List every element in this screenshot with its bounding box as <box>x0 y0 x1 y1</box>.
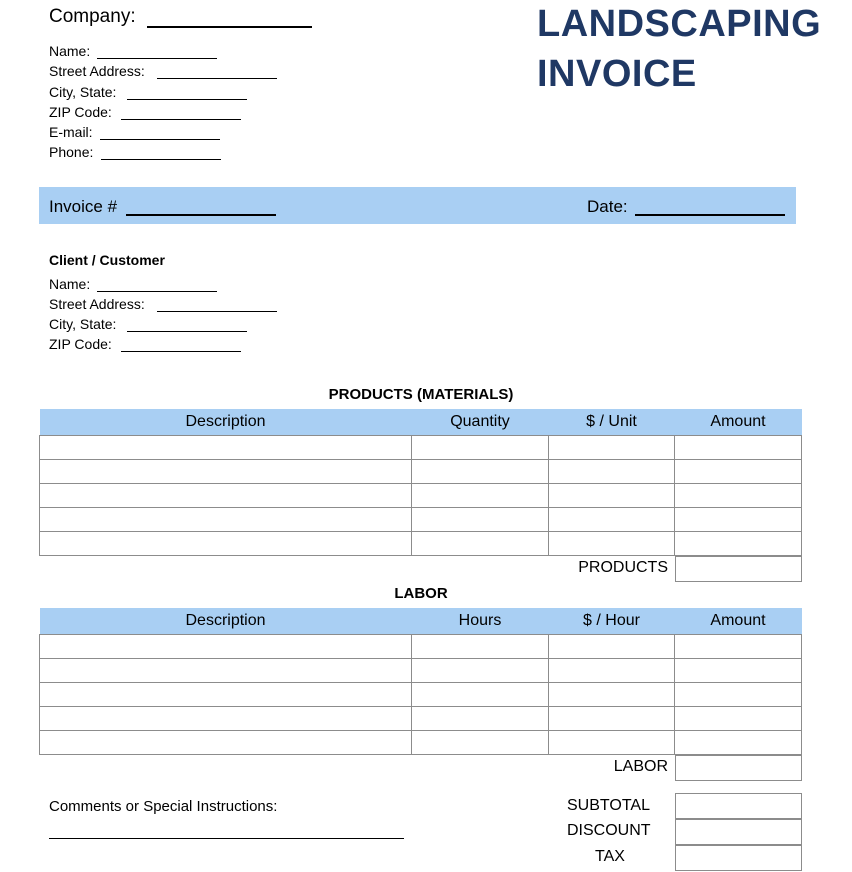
table-row <box>40 731 802 755</box>
labor-section-title: LABOR <box>394 585 448 602</box>
labor-total-label: LABOR <box>613 758 668 775</box>
table-row <box>40 508 802 532</box>
products-section-title: PRODUCTS (MATERIALS) <box>328 386 514 403</box>
products-header-quantity: Quantity <box>412 409 549 436</box>
labor-header-hours: Hours <box>412 608 549 635</box>
labor-hours-cell[interactable] <box>412 683 549 707</box>
company-input-line[interactable] <box>147 26 312 28</box>
table-row <box>40 460 802 484</box>
labor-description-cell[interactable] <box>40 731 412 755</box>
client-name-label: Name: <box>49 276 91 292</box>
table-row <box>40 659 802 683</box>
product-unit-price-cell[interactable] <box>549 532 675 556</box>
company-city-field[interactable] <box>127 99 247 100</box>
labor-total-field[interactable] <box>675 755 802 781</box>
product-description-cell[interactable] <box>40 508 412 532</box>
products-header-description: Description <box>40 409 412 436</box>
invoice-number-field[interactable] <box>126 214 276 216</box>
invoice-number-label: Invoice # <box>49 197 118 216</box>
product-description-cell[interactable] <box>40 460 412 484</box>
client-zip-label: ZIP Code: <box>49 336 112 352</box>
product-description-cell[interactable] <box>40 484 412 508</box>
products-total-field[interactable] <box>675 556 802 582</box>
labor-description-cell[interactable] <box>40 635 412 659</box>
labor-hours-cell[interactable] <box>412 659 549 683</box>
tax-field[interactable] <box>675 845 802 871</box>
company-phone-label: Phone: <box>49 144 94 160</box>
product-description-cell[interactable] <box>40 436 412 460</box>
comments-label: Comments or Special Instructions: <box>49 798 278 815</box>
labor-rate-cell[interactable] <box>549 659 675 683</box>
company-name-field[interactable] <box>97 58 217 59</box>
comments-field[interactable] <box>49 838 404 839</box>
product-amount-cell[interactable] <box>675 436 802 460</box>
client-name-field[interactable] <box>97 291 217 292</box>
labor-amount-cell[interactable] <box>675 731 802 755</box>
labor-description-cell[interactable] <box>40 659 412 683</box>
product-unit-price-cell[interactable] <box>549 508 675 532</box>
product-description-cell[interactable] <box>40 532 412 556</box>
product-unit-price-cell[interactable] <box>549 460 675 484</box>
table-row <box>40 635 802 659</box>
labor-hours-cell[interactable] <box>412 707 549 731</box>
discount-field[interactable] <box>675 819 802 845</box>
tax-label: TAX <box>595 848 625 865</box>
date-field[interactable] <box>635 214 785 216</box>
products-total-label: PRODUCTS <box>578 559 668 576</box>
products-header-row <box>40 409 802 436</box>
product-quantity-cell[interactable] <box>412 436 549 460</box>
client-heading: Client / Customer <box>49 252 165 268</box>
labor-amount-cell[interactable] <box>675 659 802 683</box>
client-city-label: City, State: <box>49 316 117 332</box>
product-amount-cell[interactable] <box>675 508 802 532</box>
invoice-title-line1: LANDSCAPING <box>537 3 822 45</box>
labor-description-cell[interactable] <box>40 683 412 707</box>
products-table <box>39 409 802 556</box>
company-zip-field[interactable] <box>121 119 241 120</box>
company-email-field[interactable] <box>100 139 220 140</box>
labor-rate-cell[interactable] <box>549 707 675 731</box>
company-street-field[interactable] <box>157 78 277 79</box>
company-street-label: Street Address: <box>49 63 145 79</box>
product-amount-cell[interactable] <box>675 460 802 484</box>
product-unit-price-cell[interactable] <box>549 436 675 460</box>
product-quantity-cell[interactable] <box>412 508 549 532</box>
client-zip-field[interactable] <box>121 351 241 352</box>
company-phone-field[interactable] <box>101 159 221 160</box>
labor-header-hourly-rate: $ / Hour <box>549 608 675 635</box>
table-row <box>40 436 802 460</box>
product-quantity-cell[interactable] <box>412 532 549 556</box>
client-city-field[interactable] <box>127 331 247 332</box>
product-unit-price-cell[interactable] <box>549 484 675 508</box>
labor-header-description: Description <box>40 608 412 635</box>
discount-label: DISCOUNT <box>567 822 651 839</box>
table-row <box>40 484 802 508</box>
table-row <box>40 707 802 731</box>
labor-rate-cell[interactable] <box>549 683 675 707</box>
labor-header-amount: Amount <box>675 608 802 635</box>
subtotal-field[interactable] <box>675 793 802 819</box>
company-email-label: E-mail: <box>49 124 93 140</box>
company-zip-label: ZIP Code: <box>49 104 112 120</box>
labor-description-cell[interactable] <box>40 707 412 731</box>
table-row <box>40 683 802 707</box>
product-amount-cell[interactable] <box>675 484 802 508</box>
company-name-label: Name: <box>49 43 91 59</box>
labor-header-row <box>40 608 802 635</box>
invoice-title-line2: INVOICE <box>537 53 697 95</box>
labor-table <box>39 608 802 755</box>
labor-rate-cell[interactable] <box>549 635 675 659</box>
subtotal-label: SUBTOTAL <box>567 797 650 814</box>
table-row <box>40 532 802 556</box>
products-header-unit-price: $ / Unit <box>549 409 675 436</box>
product-quantity-cell[interactable] <box>412 484 549 508</box>
labor-rate-cell[interactable] <box>549 731 675 755</box>
date-label: Date: <box>587 197 628 216</box>
labor-amount-cell[interactable] <box>675 635 802 659</box>
invoice-bar <box>39 187 796 224</box>
product-quantity-cell[interactable] <box>412 460 549 484</box>
labor-amount-cell[interactable] <box>675 683 802 707</box>
client-street-field[interactable] <box>157 311 277 312</box>
product-amount-cell[interactable] <box>675 532 802 556</box>
labor-hours-cell[interactable] <box>412 635 549 659</box>
company-city-label: City, State: <box>49 84 117 100</box>
company-label: Company: <box>49 6 136 27</box>
labor-hours-cell[interactable] <box>412 731 549 755</box>
products-header-amount: Amount <box>675 409 802 436</box>
client-street-label: Street Address: <box>49 296 145 312</box>
labor-amount-cell[interactable] <box>675 707 802 731</box>
